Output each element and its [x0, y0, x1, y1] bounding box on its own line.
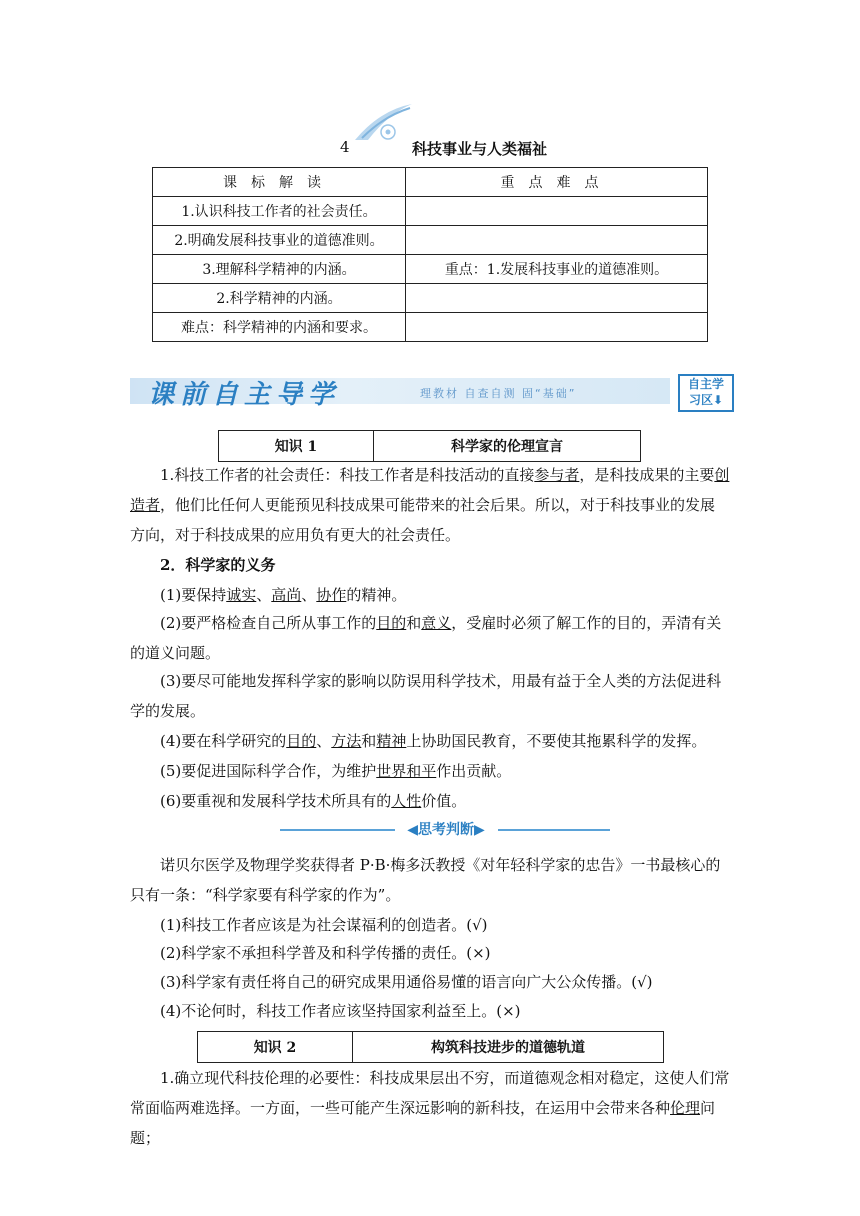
social-responsibility-paragraph: 1.科技工作者的社会责任：科技工作者是科技活动的直接参与者，是科技成果的主要创造者，他们比任何人更能预见科技成果可能带来的社会后果。所以，对于科技事业的发展方向，对于科技成果的应用负有更大的社会责任。 [130, 466, 730, 544]
knowledge-2-header [197, 1031, 664, 1063]
knowledge-1-title: 科学家的伦理宣言 [451, 439, 563, 455]
table-row [153, 197, 708, 226]
judgement-item: (4)不论何时，科技工作者应该坚持国家利益至上。(×) [160, 1002, 521, 1020]
duty-item-4: (4)要在科学研究的目的、方法和精神上协助国民教育，不要使其拖累科学的发挥。 [160, 732, 707, 750]
knowledge-2-label: 知识 2 [198, 1032, 353, 1062]
table-header-row [153, 168, 708, 197]
judgement-item: (1)科技工作者应该是为社会谋福利的创造者。(√) [160, 916, 488, 934]
table-cell [406, 284, 708, 313]
knowledge-2-title: 构筑科技进步的道德轨道 [431, 1040, 585, 1056]
duty-item-5: (5)要促进国际科学合作，为维护世界和平作出贡献。 [160, 762, 512, 780]
judgement-item: (3)科学家有责任将自己的研究成果用通俗易懂的语言向广大公众传播。(√) [160, 973, 653, 991]
objectives-table [152, 167, 708, 342]
badge-line-1: 自主学 [687, 377, 724, 391]
self-study-zone-badge [678, 374, 734, 412]
table-cell: 重点：1.发展科技事业的道德准则。 [406, 255, 708, 284]
banner-subtitle: 理教材 自查自测 固“基础” [420, 387, 577, 400]
underlined-term: 伦理 [670, 1099, 701, 1117]
knowledge-1-label: 知识 1 [219, 431, 374, 461]
header-key-difficult-points: 重点难点 [406, 168, 708, 197]
judgement-item: (2)科学家不承担科学普及和科学传播的责任。(×) [160, 944, 491, 962]
duties-heading: 2．科学家的义务 [160, 556, 276, 574]
ethics-necessity-paragraph: 1.确立现代科技伦理的必要性：科技成果层出不穷，而道德观念相对稳定，这使人们常常面临两难选择。一方面，一些可能产生深远影响的新科技，在运用中会带来各种伦理问题； [130, 1069, 730, 1147]
table-cell [406, 313, 708, 342]
table-cell [406, 226, 708, 255]
table-row [153, 284, 708, 313]
divider-line-right [498, 829, 610, 831]
lesson-title: 科技事业与人类福祉 [412, 140, 548, 158]
table-cell: 2.明确发展科技事业的道德准则。 [153, 226, 406, 255]
judgement-intro: 诺贝尔医学及物理学奖获得者 P·B·梅多沃教授《对年轻科学家的忠告》一书最核心的只有一条：“科学家要有科学家的作为”。 [130, 856, 721, 904]
header-standard-interpretation: 课标解读 [153, 168, 406, 197]
table-cell [406, 197, 708, 226]
underlined-term: 参与者 [534, 466, 580, 484]
table-cell: 1.认识科技工作者的社会责任。 [153, 197, 406, 226]
duty-item-2: (2)要严格检查自己所从事工作的目的和意义，受雇时必须了解工作的目的，弄清有关的道义问题。 [130, 614, 722, 662]
table-cell: 2.科学精神的内涵。 [153, 284, 406, 313]
section-banner [130, 372, 730, 410]
think-judge-divider [280, 820, 610, 840]
duty-item-3: (3)要尽可能地发挥科学家的影响以防误用科学技术，用最有益于全人类的方法促进科学的发展。 [130, 672, 722, 720]
divider-line-left [280, 829, 395, 831]
table-cell: 难点：科学精神的内涵和要求。 [153, 313, 406, 342]
banner-title: 课前自主导学 [148, 380, 341, 410]
table-row [153, 255, 708, 284]
table-cell: 3.理解科学精神的内涵。 [153, 255, 406, 284]
underlined-term: 创造者 [130, 466, 730, 514]
title-swoosh-logo [350, 100, 420, 150]
duty-item-6: (6)要重视和发展科学技术所具有的人性价值。 [160, 792, 467, 810]
duty-item-1: (1)要保持诚实、高尚、协作的精神。 [160, 586, 407, 604]
badge-line-2: 习区⬇ [688, 393, 724, 407]
table-row [153, 226, 708, 255]
table-row [153, 313, 708, 342]
divider-label: ◀思考判断▶ [407, 822, 485, 838]
knowledge-1-header [218, 430, 641, 462]
lesson-number: 4 [340, 138, 350, 156]
